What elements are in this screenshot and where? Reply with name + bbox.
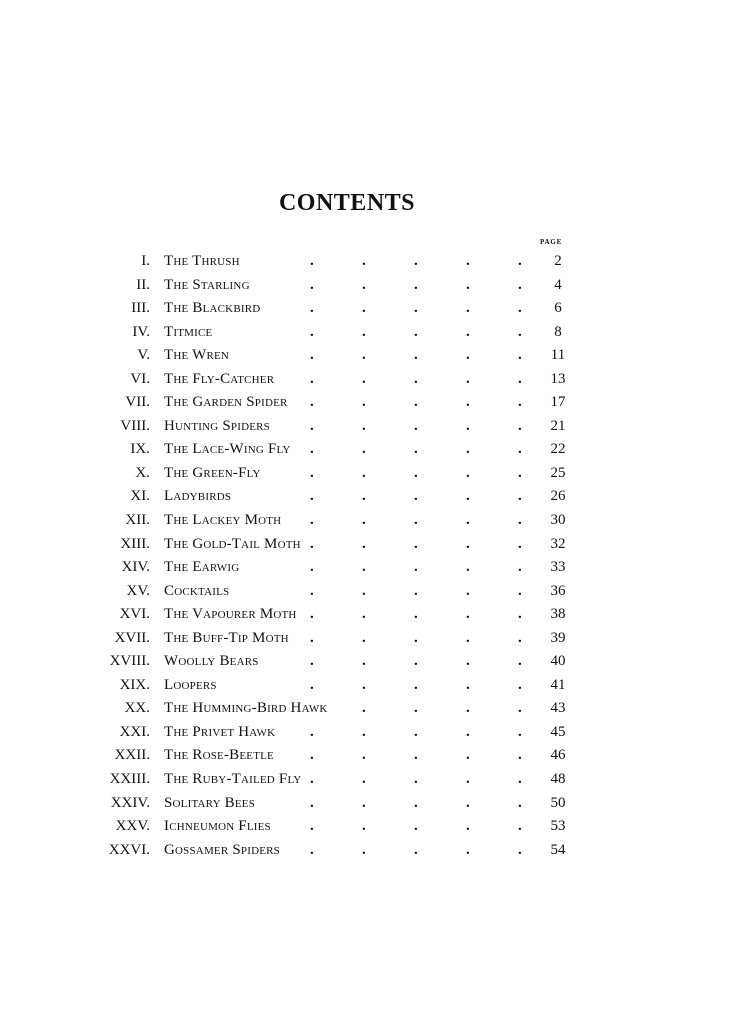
toc-entry: XXII. The Rose-Beetle . . . . . 46 bbox=[0, 744, 747, 768]
chapter-title: The Garden Spider bbox=[164, 394, 288, 411]
chapter-title: The Blackbird bbox=[164, 300, 261, 317]
page-number: 54 bbox=[550, 841, 566, 858]
chapter-title: The Vapourer Moth bbox=[164, 606, 297, 623]
chapter-title: The Starling bbox=[164, 276, 250, 293]
page-number: 25 bbox=[550, 464, 566, 481]
toc-entry: X. The Green-Fly . . . . . 25 bbox=[0, 462, 747, 486]
chapter-number: XXIV. bbox=[110, 794, 150, 811]
chapter-title: The Lackey Moth bbox=[164, 512, 282, 529]
page-number: 36 bbox=[550, 582, 566, 599]
page-number: 21 bbox=[550, 417, 566, 434]
toc-entry: XXI. The Privet Hawk . . . . . 45 bbox=[0, 721, 747, 745]
toc-entry: XII. The Lackey Moth . . . . . 30 bbox=[0, 509, 747, 533]
toc-entry: VIII. Hunting Spiders . . . . . 21 bbox=[0, 415, 747, 439]
toc-entry: XIX. Loopers . . . . . 41 bbox=[0, 674, 747, 698]
toc-entry: XIV. The Earwig . . . . . 33 bbox=[0, 556, 747, 580]
page-number: 17 bbox=[550, 394, 566, 411]
chapter-number: XII. bbox=[125, 512, 150, 529]
toc-entry: XV. Cocktails . . . . . 36 bbox=[0, 580, 747, 604]
page-number: 43 bbox=[550, 700, 566, 717]
page-number: 30 bbox=[550, 512, 566, 529]
chapter-title: Loopers bbox=[164, 676, 217, 693]
chapter-number: V. bbox=[137, 347, 150, 364]
chapter-number: XVI. bbox=[119, 606, 150, 623]
page-number: 4 bbox=[554, 276, 562, 293]
toc-entry: XXIV. Solitary Bees . . . . . 50 bbox=[0, 792, 747, 816]
toc-entry: II. The Starling . . . . . 4 bbox=[0, 274, 747, 298]
chapter-number: IX. bbox=[130, 441, 150, 458]
chapter-number: II. bbox=[136, 276, 150, 293]
toc-entry: XVII. The Buff-Tip Moth . . . . . 39 bbox=[0, 627, 747, 651]
chapter-number: XI. bbox=[130, 488, 150, 505]
page-number: 6 bbox=[554, 300, 562, 317]
contents-heading: CONTENTS bbox=[278, 190, 416, 216]
toc-entry: V. The Wren . . . . . 11 bbox=[0, 344, 747, 368]
chapter-number: X. bbox=[135, 464, 150, 481]
toc-entry: XX. The Humming-Bird Hawk . . . . 43 bbox=[0, 697, 747, 721]
chapter-title: The Humming-Bird Hawk bbox=[164, 700, 328, 717]
chapter-number: XXI. bbox=[119, 723, 150, 740]
chapter-number: VI. bbox=[130, 370, 150, 387]
page-number: 33 bbox=[550, 559, 566, 576]
toc-entry: III. The Blackbird . . . . . 6 bbox=[0, 297, 747, 321]
page-number: 2 bbox=[554, 253, 562, 269]
chapter-number: XVII. bbox=[114, 629, 150, 646]
chapter-number: VIII. bbox=[120, 417, 150, 434]
chapter-number: XX. bbox=[124, 700, 150, 717]
chapter-number: XXII. bbox=[114, 747, 150, 764]
chapter-number: III. bbox=[131, 300, 150, 317]
toc-entry: XXV. Ichneumon Flies . . . . . 53 bbox=[0, 815, 747, 839]
chapter-title: The Lace-Wing Fly bbox=[164, 441, 291, 458]
chapter-number: XXVI. bbox=[108, 841, 150, 858]
toc-entry: XVIII. Woolly Bears . . . . . 40 bbox=[0, 650, 747, 674]
page-number: 48 bbox=[550, 771, 566, 788]
chapter-number: XV. bbox=[126, 582, 150, 599]
toc-entry: XXIII. The Ruby-Tailed Fly . . . . . 48 bbox=[0, 768, 747, 792]
page-number: 46 bbox=[550, 747, 566, 764]
toc-entry: XXVI. Gossamer Spiders . . . . . 54 bbox=[0, 839, 747, 863]
page-number: 41 bbox=[550, 676, 566, 693]
chapter-title: The Earwig bbox=[164, 559, 240, 576]
page-number: 45 bbox=[550, 723, 566, 740]
toc-entry: VI. The Fly-Catcher . . . . . 13 bbox=[0, 368, 747, 392]
page-number: 50 bbox=[550, 794, 566, 811]
chapter-number: XIII. bbox=[120, 535, 150, 552]
chapter-number: XIV. bbox=[121, 559, 150, 576]
page-number: 22 bbox=[550, 441, 566, 458]
chapter-number: XIX. bbox=[119, 676, 150, 693]
chapter-number: XXV. bbox=[115, 818, 150, 835]
chapter-number: XVIII. bbox=[109, 653, 150, 670]
chapter-title: The Rose-Beetle bbox=[164, 747, 274, 764]
chapter-number: I. bbox=[141, 253, 150, 269]
chapter-title: Gossamer Spiders bbox=[164, 841, 280, 858]
chapter-title: Hunting Spiders bbox=[164, 417, 270, 434]
page-number: 32 bbox=[550, 535, 566, 552]
chapter-title: The Gold-Tail Moth bbox=[164, 535, 301, 552]
chapter-title: The Wren bbox=[164, 347, 230, 364]
chapter-number: VII. bbox=[125, 394, 150, 411]
page-number: 39 bbox=[550, 629, 566, 646]
toc-entry: I. The Thrush . . . . . 2 bbox=[0, 250, 747, 274]
chapter-title: Ladybirds bbox=[164, 488, 232, 505]
page-number: 11 bbox=[550, 347, 566, 364]
toc-entry: IV. Titmice . . . . . 8 bbox=[0, 321, 747, 345]
page-number: 53 bbox=[550, 818, 566, 835]
toc-entry: XI. Ladybirds . . . . . 26 bbox=[0, 485, 747, 509]
page-column-label: PAGE bbox=[540, 238, 563, 246]
chapter-title: The Thrush bbox=[164, 253, 240, 269]
chapter-title: Ichneumon Flies bbox=[164, 818, 271, 835]
page-number: 26 bbox=[550, 488, 566, 505]
chapter-title: Cocktails bbox=[164, 582, 230, 599]
chapter-title: The Ruby-Tailed Fly bbox=[164, 771, 302, 788]
chapter-number: XXIII. bbox=[109, 771, 150, 788]
chapter-number: IV. bbox=[132, 323, 150, 340]
chapter-title: Woolly Bears bbox=[164, 653, 259, 670]
table-of-contents bbox=[0, 250, 747, 862]
chapter-title: Solitary Bees bbox=[164, 794, 256, 811]
toc-entry: XIII. The Gold-Tail Moth . . . . . 32 bbox=[0, 533, 747, 557]
toc-entry: XVI. The Vapourer Moth . . . . . 38 bbox=[0, 603, 747, 627]
page-number: 40 bbox=[550, 653, 566, 670]
chapter-title: The Green-Fly bbox=[164, 464, 261, 481]
chapter-title: The Privet Hawk bbox=[164, 723, 276, 740]
page-number: 8 bbox=[554, 323, 562, 340]
toc-entry: IX. The Lace-Wing Fly . . . . . 22 bbox=[0, 438, 747, 462]
page-number: 13 bbox=[550, 370, 566, 387]
toc-entry: VII. The Garden Spider . . . . . 17 bbox=[0, 391, 747, 415]
page-number: 38 bbox=[550, 606, 566, 623]
chapter-title: Titmice bbox=[164, 323, 213, 340]
chapter-title: The Buff-Tip Moth bbox=[164, 629, 289, 646]
chapter-title: The Fly-Catcher bbox=[164, 370, 275, 387]
